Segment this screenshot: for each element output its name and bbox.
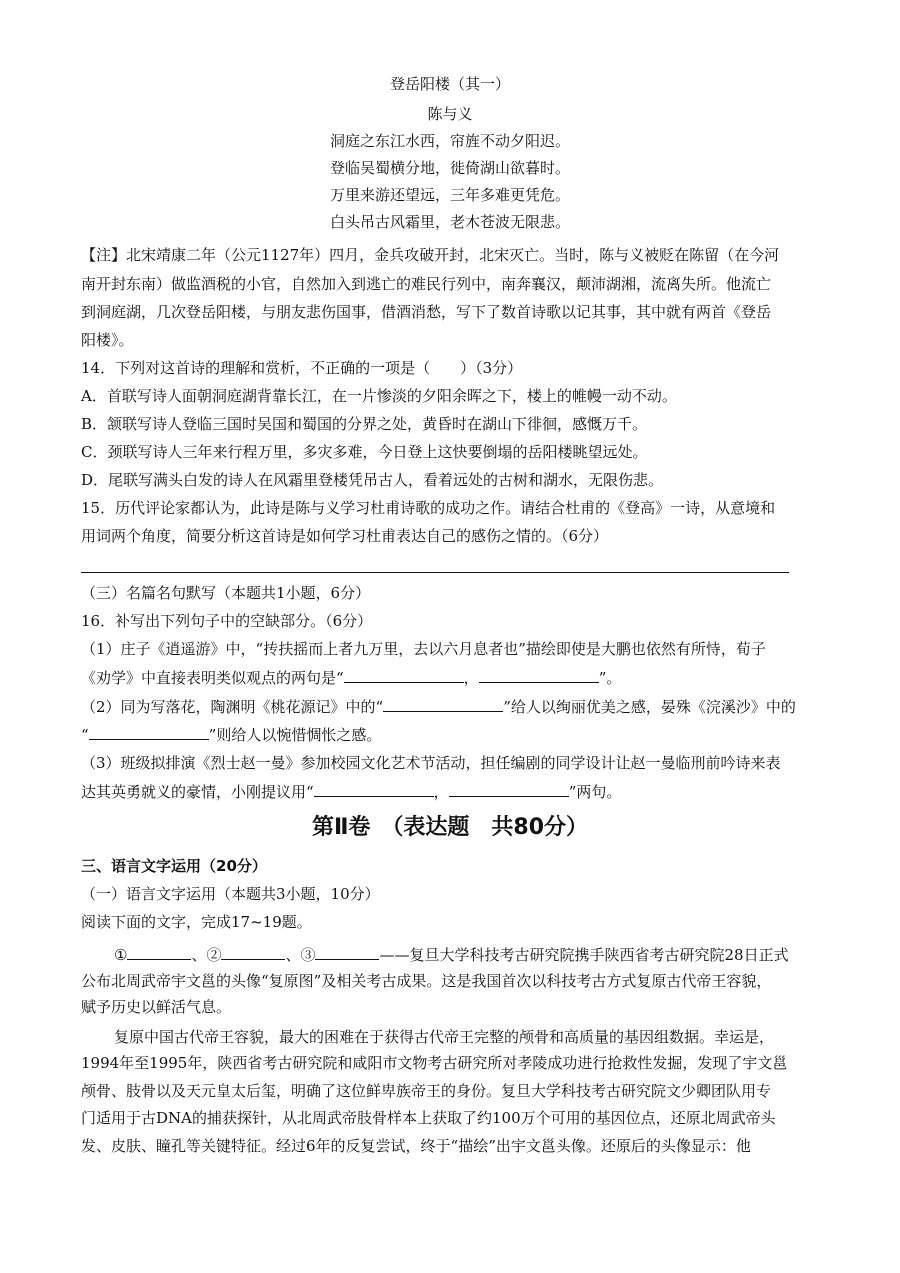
text: ——复旦大学科技考古研究院携手陕西省考古研究院28日正式	[379, 946, 789, 964]
option-d[interactable]: D．尾联写满头白发的诗人在风霜里登楼凭吊古人，看着远处的古树和湖水，无限伤悲。	[81, 471, 664, 489]
marker: 、③	[285, 946, 316, 964]
option-c[interactable]: C．颈联写诗人三年来行程万里，多灾多难，今日登上这快要倒塌的岳阳楼眺望远处。	[81, 443, 648, 461]
question-15-line: 15．历代评论家都认为，此诗是陈与义学习杜甫诗歌的成功之作。请结合杜甫的《登高》一诗，从意境和	[81, 499, 776, 517]
q16-part2-line2	[81, 724, 381, 745]
answer-line[interactable]	[81, 572, 789, 573]
section-title: 三、语言文字运用（20分）	[81, 857, 267, 875]
fill-blank[interactable]	[344, 667, 464, 683]
question-15-line: 用词两个角度，简要分析这首诗是如何学习杜甫表达自己的感伤之情的。（6分）	[81, 527, 609, 545]
fill-blank[interactable]	[127, 944, 191, 960]
poem-title: 登岳阳楼（其一）	[389, 75, 510, 93]
fill-blank[interactable]	[89, 724, 209, 740]
subsection-header: （一）语言文字运用（本题共3小题，10分）	[81, 885, 380, 903]
note-line: 到洞庭湖，几次登岳阳楼，与朋友悲伤国事，借酒消愁，写下了数首诗歌以记其事，其中就有两首《登岳	[81, 303, 772, 321]
passage-line: 发、皮肤、瞳孔等关键特征。经过6年的反复尝试，终于“描绘”出宇文邕头像。还原后的头像显示：他	[81, 1137, 751, 1155]
text: “	[81, 726, 89, 744]
fill-blank[interactable]	[449, 781, 569, 797]
poem-author: 陈与义	[427, 105, 473, 123]
fill-blank[interactable]	[315, 944, 379, 960]
q16-part1-line2	[81, 667, 621, 688]
passage-line: 门适用于古DNA的捕获探针，从北周武帝肢骨样本上获取了约100万个可用的基因位点，还原北周武帝头	[81, 1109, 776, 1127]
poem-line: 万里来游还望远，三年多难更凭危。	[329, 186, 570, 204]
text: ”。	[598, 669, 622, 687]
text: 《劝学》中直接表明类似观点的两句是“	[81, 669, 344, 687]
part-title: 第Ⅱ卷 （表达题 共80分）	[311, 815, 589, 840]
fill-blank[interactable]	[383, 696, 503, 712]
passage-line: 赋予历史以鲜活气息。	[81, 998, 232, 1016]
q16-part3-line1: （3）班级拟排演《烈士赵一曼》参加校园文化艺术节活动，担任编剧的同学设计让赵一曼临刑前吟诗来表	[81, 754, 781, 772]
poem-line: 洞庭之东江水西，帘旌不动夕阳迟。	[329, 132, 570, 150]
poem-line: 白头吊古风霜里，老木苍波无限悲。	[329, 213, 570, 231]
passage-line: 复原中国古代帝王容貌，最大的困难在于获得古代帝王完整的颅骨和高质量的基因组数据。幸运是，	[114, 1028, 775, 1046]
passage-line	[114, 944, 789, 965]
question-14-stem: 14．下列对这首诗的理解和赏析，不正确的一项是（ ）（3分）	[81, 359, 523, 377]
fill-blank[interactable]	[221, 944, 285, 960]
passage-line: 1994年至1995年，陕西省考古研究院和咸阳市文物考古研究所对孝陵成功进行抢救性发掘，发现了宇文邕	[81, 1054, 788, 1072]
passage-line: 颅骨、肢骨以及天元皇太后玺，明确了这位鲜卑族帝王的身份。复旦大学科技考古研究院文少卿团队用专	[81, 1082, 772, 1100]
option-a[interactable]: A．首联写诗人面朝洞庭湖背靠长江，在一片惨淡的夕阳余晖之下，楼上的帷幔一动不动。	[81, 387, 677, 405]
passage-line: 公布北周武帝宇文邕的头像“复原图”及相关考古成果。这是我国首次以科技考古方式复原古代帝王容貌，	[81, 972, 772, 990]
q16-part3-line2	[81, 781, 621, 802]
text: ，	[463, 669, 479, 687]
marker: 、②	[191, 946, 222, 964]
instruction: 阅读下面的文字，完成17~19题。	[81, 913, 312, 931]
fill-blank[interactable]	[479, 667, 599, 683]
poem-line: 登临吴蜀横分地，徙倚湖山欲暮时。	[329, 159, 570, 177]
text: 达其英勇就义的豪情，小刚提议用“	[81, 783, 314, 801]
note-line: 阳楼》。	[81, 331, 134, 349]
section-header: （三）名篇名句默写（本题共1小题，6分）	[81, 584, 371, 602]
q16-part1-line1: （1）庄子《逍遥游》中，“抟扶摇而上者九万里，去以六月息者也”描绘即使是大鹏也依然有所恃，荀子	[81, 640, 766, 658]
option-b[interactable]: B．颔联写诗人登临三国时吴国和蜀国的分界之处，黄昏时在湖山下徘徊，感慨万千。	[81, 415, 648, 433]
note-line: 【注】北宋靖康二年（公元1127年）四月，金兵攻破开封，北宋灭亡。当时，陈与义被贬在陈留（在今河	[81, 246, 780, 264]
text: ，	[433, 783, 449, 801]
q16-part2-line1	[81, 696, 796, 717]
text: ”给人以绚丽优美之感，晏殊《浣溪沙》中的	[503, 698, 796, 716]
fill-blank[interactable]	[314, 781, 434, 797]
text: ”则给人以惋惜惆怅之感。	[208, 726, 382, 744]
question-16-stem: 16．补写出下列句子中的空缺部分。（6分）	[81, 612, 373, 630]
text: （2）同为写落花，陶渊明《桃花源记》中的“	[81, 698, 384, 716]
text: ”两句。	[568, 783, 622, 801]
marker: ①	[114, 946, 128, 964]
note-line: 南开封东南）做监酒税的小官，自然加入到逃亡的难民行列中，南奔襄汉，颠沛湖湘，流离失所。他流亡	[81, 275, 772, 293]
